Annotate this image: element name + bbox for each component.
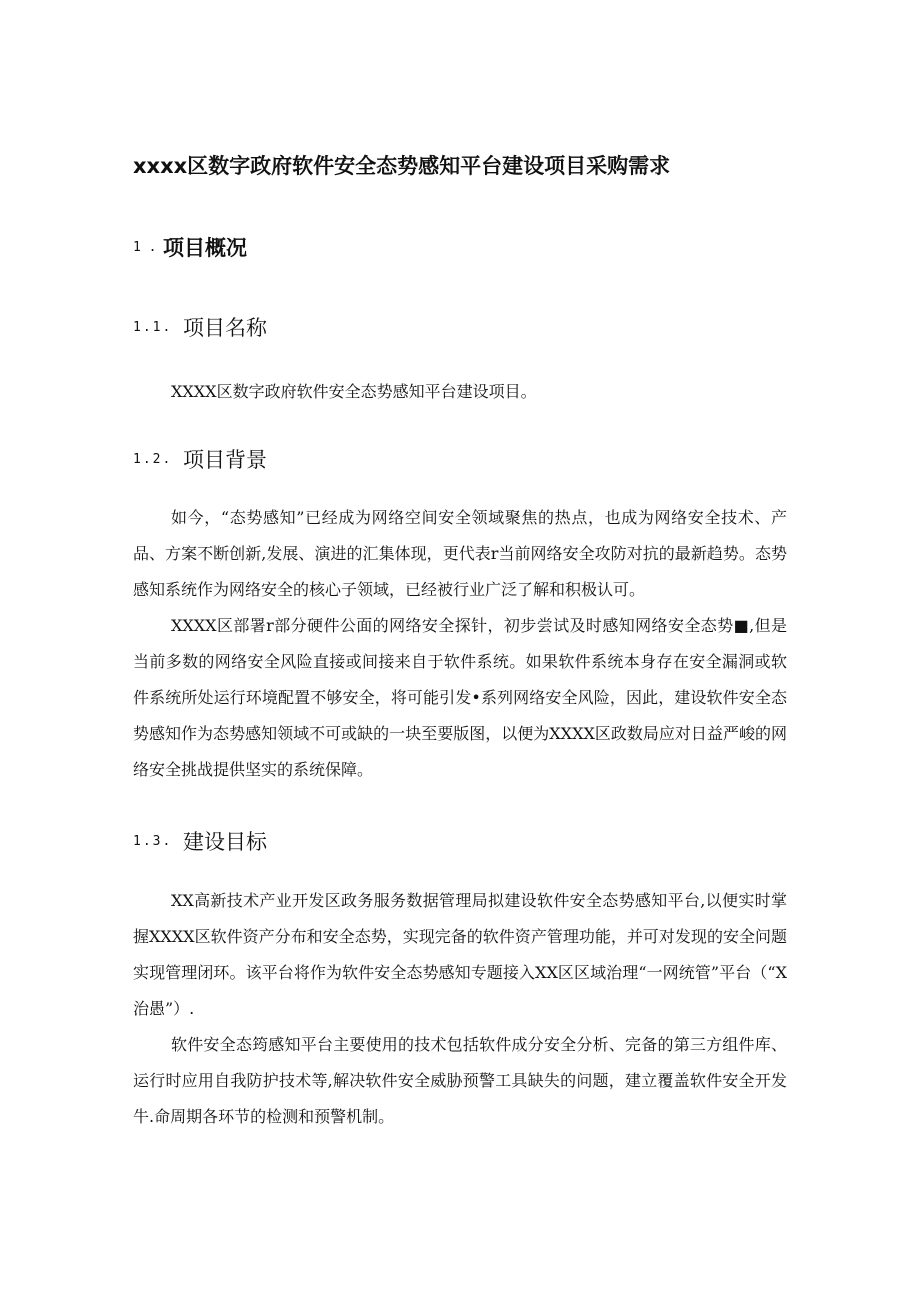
section-1-2-label: 项目背景 xyxy=(183,448,267,472)
background-paragraph-1: 如今，“态势感知”已经成为网络空间安全领域聚焦的热点，也成为网络安全技术、产品、方案不断创新,发展、演进的汇集体现，更代表r当前网络安全攻防对抗的最新趋势。态势感知系统作为网络安全的核心子领域，已经被行业广泛了解和积极认可。 xyxy=(133,508,787,599)
section-1-1-heading xyxy=(133,312,267,342)
section-1-number: 1 . xyxy=(133,239,157,255)
section-1-1-label: 项目名称 xyxy=(183,316,267,340)
document-title: xxxx区数字政府软件安全态势感知平台建设项目采购需求 xyxy=(133,154,671,178)
section-1-1-number: 1.1. xyxy=(133,319,173,335)
section-1-3-number: 1.3. xyxy=(133,833,173,849)
section-1-label: 项目概况 xyxy=(163,236,247,260)
goal-paragraph-2: 软件安全态筠感知平台主要使用的技术包括软件成分安全分析、完备的第三方组件库、运行时应用自我防护技术等,解决软件安全威胁预警工具缺失的问题，建立覆盖软件安全开发牛.命周期各环节的检测和预警机制。 xyxy=(133,1035,787,1126)
section-1-3-heading xyxy=(133,826,267,856)
section-1-3-label: 建设目标 xyxy=(183,830,267,854)
goal-paragraph-1: XX高新技术产业开发区政务服务数据管理局拟建设软件安全态势感知平台,以便实时掌握XXXX区软件资产分布和安全态势，实现完备的软件资产管理功能，并可对发现的安全问题实现管理闭环。该平台将作为软件安全态势感知专题接入XX区区域治理“一网统管”平台（“X治愚”）. xyxy=(133,891,787,1018)
section-1-2-number: 1.2. xyxy=(133,451,173,467)
project-name-text: XXXX区数字政府软件安全态势感知平台建设项目。 xyxy=(171,382,537,401)
section-1-heading xyxy=(133,232,247,262)
section-1-2-heading xyxy=(133,444,267,474)
background-paragraph-2: XXXX区部署r部分硬件公面的网络安全探针，初步尝试及时感知网络安全态势■,但是当前多数的网络安全风险直接或间接来自于软件系统。如果软件系统本身存在安全漏洞或软件系统所处运行环境配置不够安全，将可能引发•系列网络安全风险，因此，建设软件安全态势感知作为态势感知领域不可或缺的一块至要版图，以便为XXXX区政数局应对日益严峻的网络安全挑战提供坚实的系统保障。 xyxy=(133,616,787,779)
